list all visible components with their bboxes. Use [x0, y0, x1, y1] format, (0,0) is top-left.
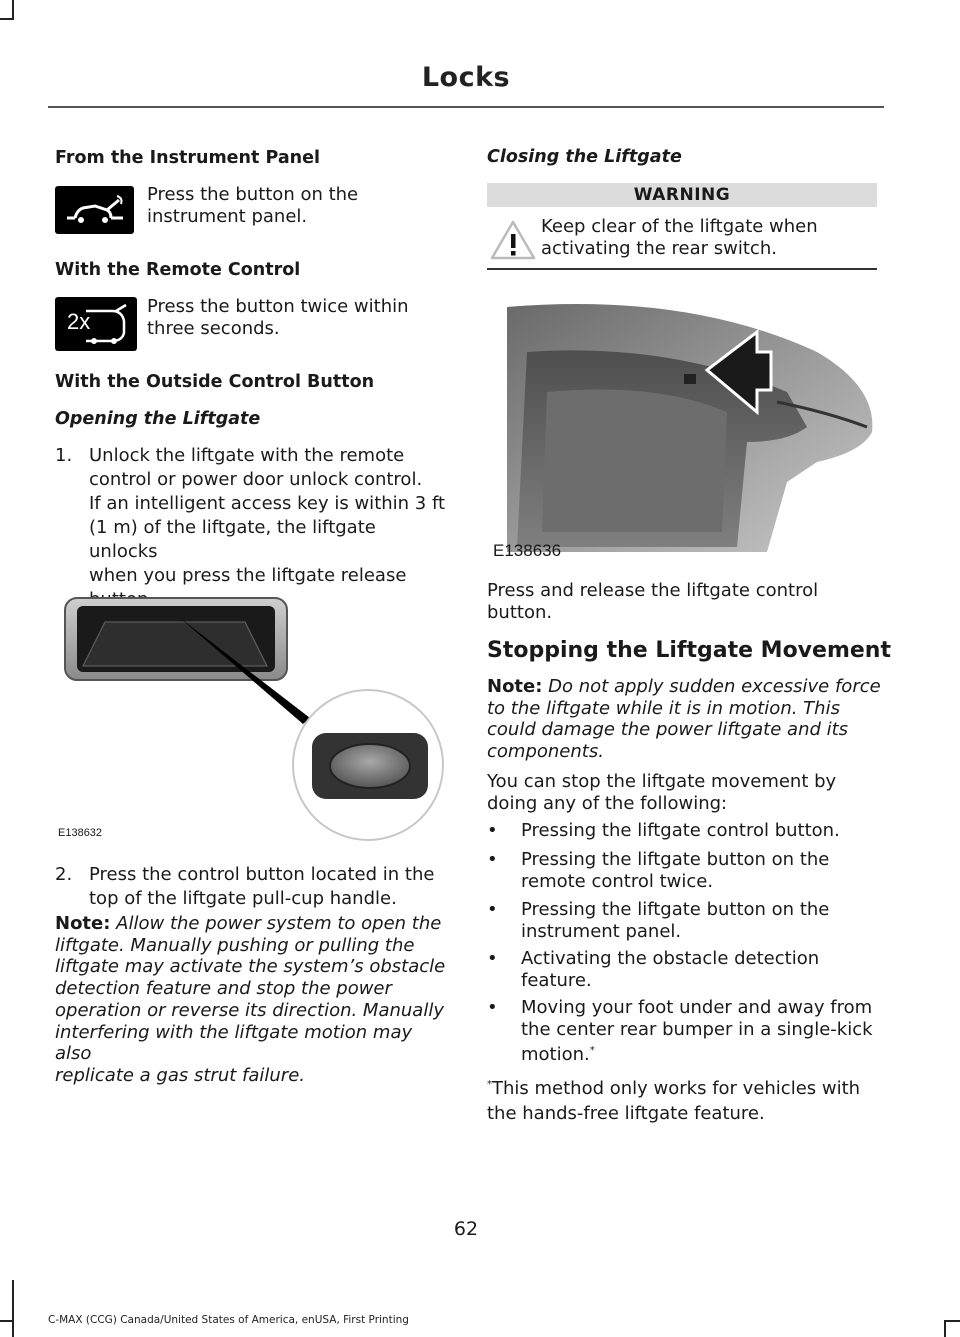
crop-mark: [944, 1320, 960, 1322]
warning-icon: [489, 219, 537, 261]
text-line: If an intelligent access key is within 3 ft: [89, 493, 446, 514]
text-line: to the liftgate while it is in motion. This: [487, 697, 840, 719]
text-line: instrument panel.: [521, 920, 682, 942]
text-line: Unlock the liftgate with the remote: [89, 445, 405, 466]
text-line: liftgate may activate the system’s obstacle: [55, 956, 446, 978]
text-line: Press and release the liftgate control: [487, 580, 819, 601]
figure-label: E138632: [58, 827, 103, 839]
remote-control-text: [147, 296, 409, 339]
warning-divider: [487, 268, 877, 270]
bullet-mark: •: [487, 849, 498, 870]
warning-text: [541, 216, 818, 259]
text-line: operation or reverse its direction. Manually: [55, 999, 444, 1021]
text-line: motion.: [521, 1044, 590, 1065]
text-line: Pressing the liftgate button on the: [521, 899, 830, 920]
bullet-mark: •: [487, 820, 498, 841]
text-line: Allow the power system to open the: [110, 913, 442, 934]
stopping-movement-heading: Stopping the Liftgate Movement: [487, 638, 891, 663]
text-line: remote control twice.: [521, 870, 714, 892]
remote-control-heading: With the Remote Control: [55, 260, 301, 280]
text-line: instrument panel.: [147, 205, 308, 227]
text-line: Press the button twice within: [147, 296, 409, 317]
bullet-mark: •: [487, 948, 498, 969]
warning-banner: WARNING: [487, 183, 877, 207]
note-left: [55, 913, 450, 1087]
text-line: button.: [487, 601, 553, 623]
outside-control-heading: With the Outside Control Button: [55, 372, 375, 392]
text-line: This method only works for vehicles with: [492, 1078, 861, 1099]
liftgate-handle-figure: [55, 590, 450, 845]
instrument-panel-text: [147, 184, 358, 227]
stop-intro-text: [487, 771, 836, 814]
text-line: You can stop the liftgate movement by: [487, 771, 837, 792]
step-text: [89, 863, 434, 911]
figure-label: E138636: [493, 541, 562, 560]
instrument-panel-heading: From the Instrument Panel: [55, 148, 320, 168]
text-line: Pressing the liftgate control button.: [521, 820, 840, 841]
text-line: Pressing the liftgate button on the: [521, 849, 830, 870]
text-line: activating the rear switch.: [541, 237, 777, 259]
crop-mark: [0, 18, 14, 20]
text-line: doing any of the following:: [487, 792, 728, 814]
crop-mark: [944, 1322, 946, 1337]
text-line: three seconds.: [147, 317, 280, 339]
text-line: liftgate. Manually pushing or pulling the: [55, 934, 415, 956]
step-number: 1.: [55, 445, 73, 466]
crop-mark: [12, 1280, 14, 1337]
text-line: interfering with the liftgate motion may also: [55, 1021, 413, 1065]
step-text: [89, 444, 450, 612]
crop-mark: [0, 1320, 14, 1322]
crop-mark: [12, 0, 14, 18]
closing-liftgate-heading: Closing the Liftgate: [487, 147, 682, 167]
remote-icon-label: 2x: [67, 309, 91, 334]
footnote-text: [487, 1072, 860, 1126]
step-number: 2.: [55, 864, 73, 885]
opening-liftgate-heading: Opening the Liftgate: [55, 409, 261, 429]
text-line: Activating the obstacle detection: [521, 948, 820, 969]
footer-text: C-MAX (CCG) Canada/United States of America, enUSA, First Printing: [48, 1314, 409, 1326]
page-title: Locks: [421, 62, 511, 93]
text-line: could damage the power liftgate and its: [487, 719, 849, 740]
text-line: Press the control button located in the: [89, 864, 435, 885]
text-line: (1 m) of the liftgate, the liftgate unlocks: [89, 517, 376, 562]
text-line: control or power door unlock control.: [89, 469, 423, 490]
text-line: Press the button on the: [147, 184, 359, 205]
text-line: the hands-free liftgate feature.: [487, 1103, 765, 1124]
text-line: replicate a gas strut failure.: [55, 1064, 305, 1086]
text-line: feature.: [521, 969, 592, 991]
text-line: Keep clear of the liftgate when: [541, 216, 818, 237]
text-line: when you press the liftgate release: [89, 565, 407, 586]
remote-liftgate-icon: [55, 297, 137, 351]
note-label: Note:: [487, 676, 543, 697]
text-line: the center rear bumper in a single-kick: [521, 1018, 873, 1040]
text-line: components.: [487, 740, 604, 762]
liftgate-switch-figure: [487, 292, 878, 562]
bullet-mark: •: [487, 899, 498, 920]
header-divider: [48, 106, 884, 108]
note-right: [487, 676, 882, 762]
note-label: Note:: [55, 913, 111, 934]
footnote-marker: *: [487, 1079, 492, 1090]
text-line: top of the liftgate pull-cup handle.: [89, 888, 397, 909]
text-line: Do not apply sudden excessive force: [542, 676, 881, 697]
footnote-marker: *: [589, 1045, 595, 1056]
text-line: Moving your foot under and away from: [521, 997, 873, 1018]
text-line: detection feature and stop the power: [55, 978, 392, 1000]
page-number: 62: [453, 1218, 479, 1240]
liftgate-icon: [55, 186, 134, 234]
press-release-text: [487, 580, 818, 623]
bullet-mark: •: [487, 997, 498, 1018]
